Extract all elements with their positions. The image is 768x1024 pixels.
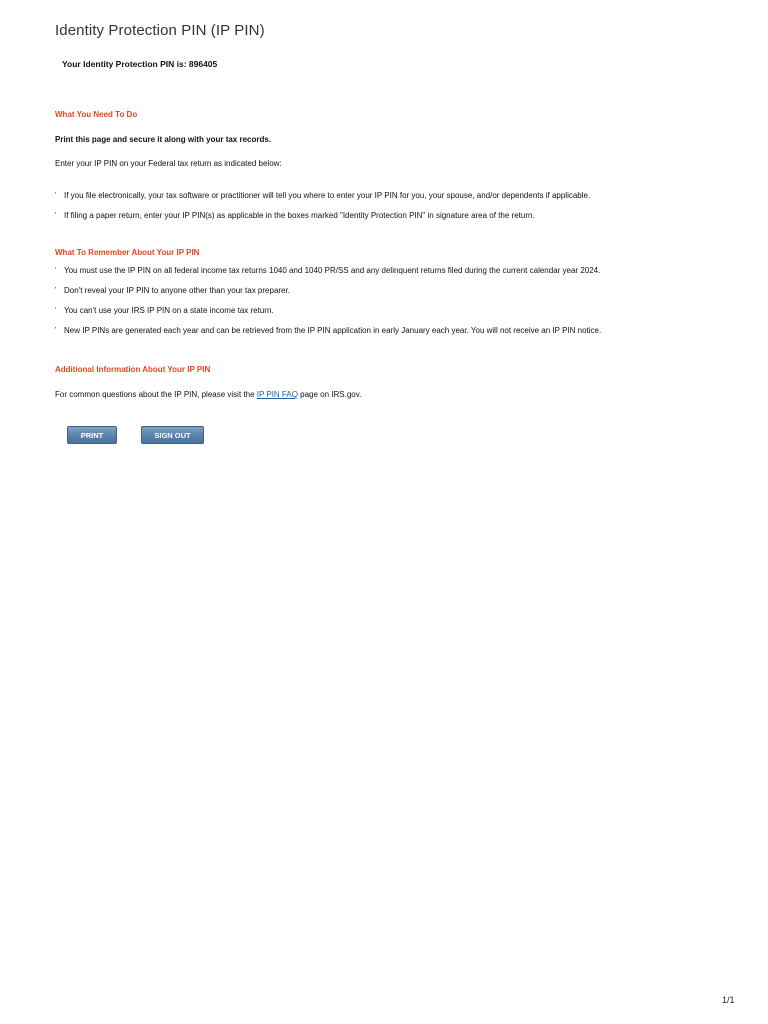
bullet-icon: ' — [55, 327, 57, 334]
list-item-text: If filing a paper return, enter your IP PIN(s) as applicable in the boxes marked "Identity Protection PIN" in signature area of the return. — [64, 211, 535, 220]
list-item-text: If you file electronically, your tax software or practitioner will tell you where to enter your IP PIN for you, your spouse, and/or dependents if applicable. — [64, 191, 591, 200]
enter-instruction: Enter your IP PIN on your Federal tax return as indicated below: — [55, 159, 282, 168]
list-item — [55, 286, 290, 295]
bullet-icon: ' — [55, 267, 57, 274]
list-item-text: New IP PINs are generated each year and can be retrieved from the IP PIN application in early January each year. You will not receive an IP PIN notice. — [64, 326, 602, 335]
what-to-do-heading: What You Need To Do — [55, 110, 138, 119]
list-item-text: You must use the IP PIN on all federal income tax returns 1040 and 1040 PR/SS and any delinquent returns filed during the current calendar year 2024. — [64, 266, 601, 275]
ip-pin-faq-link[interactable]: IP PIN FAQ — [256, 390, 298, 399]
sign-out-button[interactable]: SIGN OUT — [141, 426, 204, 444]
faq-sentence — [55, 390, 361, 399]
ip-pin-value: Your Identity Protection PIN is: 896405 — [62, 59, 218, 69]
list-item — [55, 326, 601, 335]
page-counter: 1/1 — [722, 995, 735, 1005]
bullet-icon: ' — [55, 307, 57, 314]
bullet-icon: ' — [55, 192, 57, 199]
additional-info-heading: Additional Information About Your IP PIN — [55, 365, 211, 374]
list-item — [55, 306, 274, 315]
list-item-text: Don't reveal your IP PIN to anyone other than your tax preparer. — [64, 286, 290, 295]
list-item-text: You can't use your IRS IP PIN on a state income tax return. — [64, 306, 274, 315]
print-button[interactable]: PRINT — [67, 426, 117, 444]
page-title: Identity Protection PIN (IP PIN) — [55, 22, 265, 39]
list-item — [55, 266, 600, 275]
list-item — [55, 211, 535, 220]
list-item — [55, 191, 590, 200]
print-instruction: Print this page and secure it along with your tax records. — [55, 135, 272, 144]
bullet-icon: ' — [55, 287, 57, 294]
bullet-icon: ' — [55, 212, 57, 219]
faq-text-after: page on IRS.gov. — [297, 390, 362, 399]
faq-text-before: For common questions about the IP PIN, please visit the — [55, 390, 257, 399]
remember-heading: What To Remember About Your IP PIN — [55, 248, 200, 257]
